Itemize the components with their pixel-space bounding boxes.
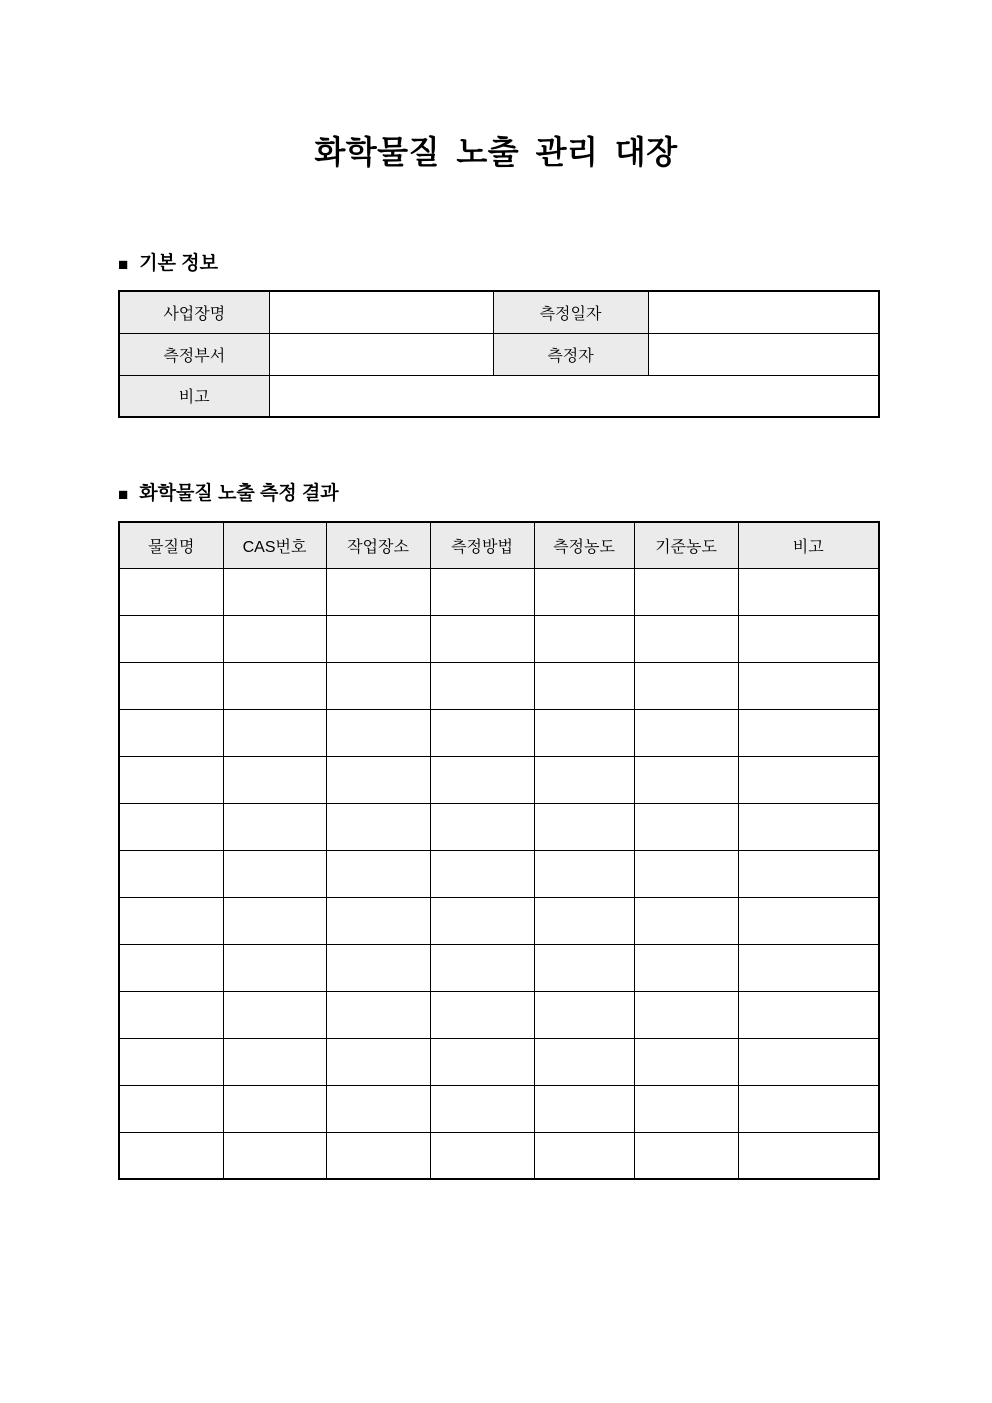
section-header-measurement-results xyxy=(118,482,878,505)
results-cell-r2-c4[interactable] xyxy=(430,615,534,662)
measured-concentration-header: 측정농도 xyxy=(534,522,634,568)
square-bullet-icon: ■ xyxy=(118,485,129,504)
results-cell-r11-c7[interactable] xyxy=(738,1038,879,1085)
results-cell-r4-c7[interactable] xyxy=(738,709,879,756)
remarks-header: 비고 xyxy=(738,522,879,568)
results-cell-r2-c2[interactable] xyxy=(223,615,326,662)
results-cell-r9-c2[interactable] xyxy=(223,944,326,991)
results-cell-r6-c3[interactable] xyxy=(326,803,430,850)
results-cell-r4-c4[interactable] xyxy=(430,709,534,756)
results-cell-r8-c7[interactable] xyxy=(738,897,879,944)
results-cell-r6-c4[interactable] xyxy=(430,803,534,850)
results-cell-r6-c5[interactable] xyxy=(534,803,634,850)
results-table-body xyxy=(119,568,879,1179)
results-empty-row-12 xyxy=(119,1085,879,1132)
results-cell-r6-c7[interactable] xyxy=(738,803,879,850)
results-cell-r4-c5[interactable] xyxy=(534,709,634,756)
results-cell-r5-c4[interactable] xyxy=(430,756,534,803)
results-cell-r13-c4[interactable] xyxy=(430,1132,534,1179)
cas-number-header: CAS번호 xyxy=(223,522,326,568)
results-cell-r11-c6[interactable] xyxy=(634,1038,738,1085)
results-cell-r4-c1[interactable] xyxy=(119,709,223,756)
results-cell-r13-c7[interactable] xyxy=(738,1132,879,1179)
results-cell-r12-c4[interactable] xyxy=(430,1085,534,1132)
results-cell-r1-c2[interactable] xyxy=(223,568,326,615)
results-cell-r3-c2[interactable] xyxy=(223,662,326,709)
results-cell-r8-c3[interactable] xyxy=(326,897,430,944)
remarks-label: 비고 xyxy=(119,375,269,417)
results-cell-r6-c1[interactable] xyxy=(119,803,223,850)
results-empty-row-1 xyxy=(119,568,879,615)
results-empty-row-7 xyxy=(119,850,879,897)
results-cell-r13-c6[interactable] xyxy=(634,1132,738,1179)
results-cell-r3-c5[interactable] xyxy=(534,662,634,709)
results-cell-r8-c4[interactable] xyxy=(430,897,534,944)
results-cell-r2-c5[interactable] xyxy=(534,615,634,662)
results-cell-r3-c6[interactable] xyxy=(634,662,738,709)
results-cell-r1-c1[interactable] xyxy=(119,568,223,615)
workplace-name-label: 사업장명 xyxy=(119,291,269,333)
results-empty-row-2 xyxy=(119,615,879,662)
results-cell-r4-c3[interactable] xyxy=(326,709,430,756)
document-title: 화학물질 노출 관리 대장 xyxy=(314,134,678,170)
results-cell-r9-c4[interactable] xyxy=(430,944,534,991)
measurement-method-header: 측정방법 xyxy=(430,522,534,568)
results-cell-r9-c3[interactable] xyxy=(326,944,430,991)
measuring-department-field[interactable] xyxy=(269,333,493,375)
results-cell-r11-c1[interactable] xyxy=(119,1038,223,1085)
standard-concentration-header: 기준농도 xyxy=(634,522,738,568)
results-cell-r3-c7[interactable] xyxy=(738,662,879,709)
results-empty-row-4 xyxy=(119,709,879,756)
basic-info-row-3 xyxy=(119,375,879,417)
results-empty-row-6 xyxy=(119,803,879,850)
square-bullet-icon: ■ xyxy=(118,255,129,274)
results-empty-row-13 xyxy=(119,1132,879,1179)
basic-info-table xyxy=(118,290,880,418)
measuring-department-label: 측정부서 xyxy=(119,333,269,375)
results-cell-r8-c1[interactable] xyxy=(119,897,223,944)
results-cell-r9-c1[interactable] xyxy=(119,944,223,991)
results-cell-r6-c2[interactable] xyxy=(223,803,326,850)
results-cell-r3-c1[interactable] xyxy=(119,662,223,709)
results-cell-r12-c7[interactable] xyxy=(738,1085,879,1132)
basic-info-row-1 xyxy=(119,291,879,333)
substance-name-header: 물질명 xyxy=(119,522,223,568)
results-cell-r10-c4[interactable] xyxy=(430,991,534,1038)
workplace-name-field[interactable] xyxy=(269,291,493,333)
section-header-basic-info xyxy=(118,252,878,275)
results-cell-r8-c6[interactable] xyxy=(634,897,738,944)
results-cell-r1-c4[interactable] xyxy=(430,568,534,615)
results-cell-r1-c5[interactable] xyxy=(534,568,634,615)
results-empty-row-9 xyxy=(119,944,879,991)
results-cell-r11-c4[interactable] xyxy=(430,1038,534,1085)
measurement-results-table xyxy=(118,521,880,1180)
results-cell-r10-c1[interactable] xyxy=(119,991,223,1038)
results-cell-r9-c5[interactable] xyxy=(534,944,634,991)
results-empty-row-5 xyxy=(119,756,879,803)
results-cell-r10-c7[interactable] xyxy=(738,991,879,1038)
results-cell-r8-c5[interactable] xyxy=(534,897,634,944)
results-cell-r12-c1[interactable] xyxy=(119,1085,223,1132)
results-cell-r5-c7[interactable] xyxy=(738,756,879,803)
remarks-field[interactable] xyxy=(269,375,879,417)
results-cell-r11-c5[interactable] xyxy=(534,1038,634,1085)
results-empty-row-3 xyxy=(119,662,879,709)
results-cell-r4-c6[interactable] xyxy=(634,709,738,756)
results-empty-row-10 xyxy=(119,991,879,1038)
results-cell-r10-c6[interactable] xyxy=(634,991,738,1038)
work-location-header: 작업장소 xyxy=(326,522,430,568)
results-cell-r8-c2[interactable] xyxy=(223,897,326,944)
results-header-row xyxy=(119,522,879,568)
results-cell-r5-c2[interactable] xyxy=(223,756,326,803)
results-cell-r9-c7[interactable] xyxy=(738,944,879,991)
results-cell-r12-c3[interactable] xyxy=(326,1085,430,1132)
results-cell-r7-c1[interactable] xyxy=(119,850,223,897)
results-cell-r7-c6[interactable] xyxy=(634,850,738,897)
results-cell-r5-c5[interactable] xyxy=(534,756,634,803)
results-cell-r12-c2[interactable] xyxy=(223,1085,326,1132)
results-cell-r2-c1[interactable] xyxy=(119,615,223,662)
results-cell-r13-c2[interactable] xyxy=(223,1132,326,1179)
measurement-date-label: 측정일자 xyxy=(493,291,648,333)
results-cell-r4-c2[interactable] xyxy=(223,709,326,756)
results-cell-r2-c6[interactable] xyxy=(634,615,738,662)
results-cell-r6-c6[interactable] xyxy=(634,803,738,850)
results-cell-r7-c5[interactable] xyxy=(534,850,634,897)
results-cell-r12-c6[interactable] xyxy=(634,1085,738,1132)
results-cell-r12-c5[interactable] xyxy=(534,1085,634,1132)
results-cell-r11-c2[interactable] xyxy=(223,1038,326,1085)
results-cell-r11-c3[interactable] xyxy=(326,1038,430,1085)
results-cell-r1-c7[interactable] xyxy=(738,568,879,615)
results-cell-r13-c3[interactable] xyxy=(326,1132,430,1179)
results-cell-r7-c3[interactable] xyxy=(326,850,430,897)
results-cell-r2-c7[interactable] xyxy=(738,615,879,662)
measurer-label: 측정자 xyxy=(493,333,648,375)
results-cell-r5-c6[interactable] xyxy=(634,756,738,803)
results-cell-r3-c4[interactable] xyxy=(430,662,534,709)
results-cell-r13-c1[interactable] xyxy=(119,1132,223,1179)
results-cell-r10-c2[interactable] xyxy=(223,991,326,1038)
results-cell-r13-c5[interactable] xyxy=(534,1132,634,1179)
measurer-field[interactable] xyxy=(648,333,879,375)
results-empty-row-11 xyxy=(119,1038,879,1085)
results-cell-r5-c1[interactable] xyxy=(119,756,223,803)
results-cell-r7-c7[interactable] xyxy=(738,850,879,897)
section-title-basic-info: 기본 정보 xyxy=(139,253,218,274)
results-cell-r2-c3[interactable] xyxy=(326,615,430,662)
results-cell-r7-c4[interactable] xyxy=(430,850,534,897)
results-cell-r5-c3[interactable] xyxy=(326,756,430,803)
measurement-date-field[interactable] xyxy=(648,291,879,333)
results-cell-r9-c6[interactable] xyxy=(634,944,738,991)
section-title-measurement-results: 화학물질 노출 측정 결과 xyxy=(139,483,339,504)
results-cell-r7-c2[interactable] xyxy=(223,850,326,897)
basic-info-row-2 xyxy=(119,333,879,375)
results-cell-r10-c5[interactable] xyxy=(534,991,634,1038)
results-empty-row-8 xyxy=(119,897,879,944)
results-cell-r1-c3[interactable] xyxy=(326,568,430,615)
results-cell-r10-c3[interactable] xyxy=(326,991,430,1038)
results-cell-r1-c6[interactable] xyxy=(634,568,738,615)
results-cell-r3-c3[interactable] xyxy=(326,662,430,709)
